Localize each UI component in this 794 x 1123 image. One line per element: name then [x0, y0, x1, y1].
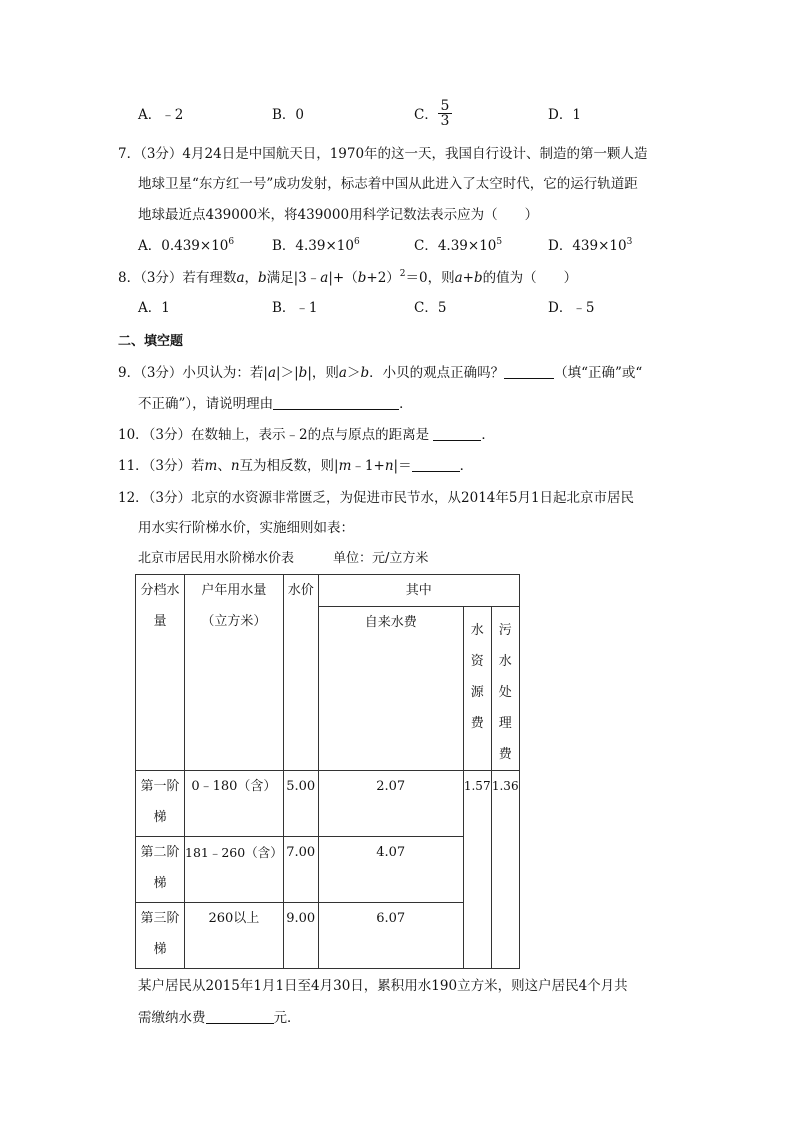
q7-b-exp: 6 — [353, 237, 360, 247]
q12-followup-line1: 某户居民从2015年1月1日至4月30日，累积用水190立方米，则这户居民4个月共 — [138, 978, 628, 994]
row2-tier — [136, 837, 185, 903]
row3-price: 9.00 — [283, 903, 318, 969]
q6-option-d: D．1 — [548, 107, 581, 123]
q7-b-text: B．4.39×10 — [272, 238, 354, 254]
q10-end: ． — [481, 427, 495, 443]
q7-d-text: D．439×10 — [548, 238, 627, 254]
q10-line — [118, 425, 495, 445]
q9-line2a: 不正确”），请说明理由 — [138, 396, 274, 412]
q8-option-c: C．5 — [414, 300, 447, 316]
row1-tap-fee: 2.07 — [318, 771, 463, 837]
row3-tier — [136, 903, 185, 969]
q7-option-c — [414, 236, 502, 256]
q8-mid: 满足|3﹣ — [266, 270, 321, 286]
q12-answer-blank[interactable] — [206, 1009, 274, 1024]
q11-end: ． — [459, 458, 474, 474]
fraction-numerator: 5 — [438, 99, 452, 114]
table-caption: 北京市居民用水阶梯水价表 单位：元/立方米 — [138, 551, 429, 566]
row2-tap-fee: 4.07 — [318, 837, 463, 903]
q7-c-text: C．4.39×10 — [414, 238, 497, 254]
q8-prefix: 8．（3分）若有理数 — [118, 270, 237, 286]
row3-tier-text: 第三阶梯 — [140, 911, 180, 957]
q7-option-b — [272, 236, 360, 256]
q7-a-exp: 6 — [228, 237, 235, 247]
q8-suffix: 的值为（ ） — [482, 270, 578, 286]
q8-var-a: a — [236, 270, 245, 286]
sewage-fee-value: 1.36 — [491, 771, 519, 969]
q10-answer-blank[interactable] — [433, 426, 481, 441]
q9-var-a: a — [267, 365, 277, 381]
q9-var-b2: b — [360, 365, 370, 381]
q11-var-m2: m — [338, 458, 352, 474]
header-sewage-text: 污水处理费 — [498, 623, 512, 762]
q9-line1 — [118, 363, 642, 383]
q8-sep: ， — [244, 270, 258, 286]
q12-followup-line2 — [138, 1008, 301, 1028]
resource-fee-value: 1.57 — [463, 771, 491, 969]
q6-option-a: A．﹣2 — [138, 107, 184, 123]
header-tap-fee: 自来水费 — [318, 607, 463, 771]
q11-var-n2: n — [384, 458, 394, 474]
q11-p4: ﹣1+ — [351, 458, 385, 474]
header-among: 其中 — [318, 575, 519, 607]
header-tier-text: 分档水量 — [140, 583, 180, 629]
q8-var-b: b — [258, 270, 267, 286]
row3-tap-fee: 6.07 — [318, 903, 463, 969]
q8-option-a: A．1 — [138, 300, 170, 316]
q9-line2 — [138, 394, 413, 414]
header-price: 水价 — [283, 575, 318, 771]
q6-option-c-prefix: C． — [414, 107, 438, 123]
q11-p1: 11．（3分）若 — [118, 458, 205, 474]
q7-option-a — [138, 236, 234, 256]
fraction-denominator: 3 — [440, 113, 450, 129]
q9-line2b: ． — [399, 396, 413, 412]
row1-price: 5.00 — [283, 771, 318, 837]
q11-p3: 互为相反数，则| — [239, 458, 339, 474]
row2-tier-text: 第二阶梯 — [140, 845, 180, 891]
q6-option-b: B．0 — [272, 107, 305, 123]
q8-mid3: +2） — [366, 270, 400, 286]
q8-option-d: D．﹣5 — [548, 300, 595, 316]
q9-var-b: b — [298, 365, 308, 381]
q7-line2: 地球卫星“东方红一号”成功发射，标志着中国从此进入了太空时代，它的运行轨道距 — [138, 176, 638, 192]
q7-option-d — [548, 236, 632, 256]
q7-line3: 地球最近点439000米，将439000用科学记数法表示应为（ ） — [138, 207, 539, 223]
row1-usage: 0﹣180（含） — [185, 771, 284, 837]
header-resource-fee — [463, 607, 491, 771]
q11-p2: 、 — [217, 458, 231, 474]
q9-p5: ．小贝的观点正确吗？ — [369, 365, 505, 381]
q11-line — [118, 456, 473, 476]
q6-option-c-fraction — [438, 99, 452, 128]
q8-mid2: |+（ — [328, 270, 358, 286]
q11-answer-blank[interactable] — [412, 457, 460, 472]
q10-text: 10．（3分）在数轴上，表示﹣2的点与原点的距离是 — [118, 427, 430, 443]
row3-usage: 260以上 — [185, 903, 284, 969]
q9-p3: |，则 — [307, 365, 339, 381]
row1-tier — [136, 771, 185, 837]
section-title: 二、填空题 — [118, 334, 184, 349]
q8-mid4: ＝0，则 — [405, 270, 455, 286]
row2-price: 7.00 — [283, 837, 318, 903]
q8-expr: a+b — [454, 270, 483, 286]
q11-var-m: m — [204, 458, 218, 474]
header-usage — [185, 575, 284, 771]
q9-p2: |＞| — [276, 365, 299, 381]
q9-answer-blank-2[interactable] — [273, 395, 399, 410]
q11-p5: |＝ — [393, 458, 412, 474]
q8-option-b: B．﹣1 — [272, 300, 318, 316]
q7-a-text: A．0.439×10 — [138, 238, 229, 254]
q9-answer-blank-1[interactable] — [504, 364, 554, 379]
q9-p1: 9．（3分）小贝认为：若| — [118, 365, 268, 381]
row2-usage: 181﹣260（含） — [185, 837, 284, 903]
header-usage-text: 户年用水量（立方米） — [201, 583, 267, 629]
q7-c-exp: 5 — [496, 237, 503, 247]
header-resource-text: 水资源费 — [470, 623, 484, 731]
q7-line1: 7．（3分）4月24日是中国航天日，1970年的这一天，我国自行设计、制造的第一颗人造 — [118, 146, 648, 162]
q12-follow2a: 需缴纳水费 — [138, 1010, 206, 1026]
row1-tier-text: 第一阶梯 — [140, 779, 180, 825]
q8-stem — [118, 268, 577, 288]
q8-exp: 2 — [399, 269, 406, 279]
q12-line1: 12．（3分）北京的水资源非常匮乏，为促进市民节水，从2014年5月1日起北京市居民 — [118, 490, 635, 506]
q11-var-n: n — [230, 458, 240, 474]
header-sewage-fee — [491, 607, 519, 771]
q9-p4: ＞ — [346, 365, 361, 381]
q9-p6: （填“正确”或“ — [554, 365, 643, 381]
q8-var-b2: b — [357, 270, 367, 286]
header-tier — [136, 575, 185, 771]
q8-var-a2: a — [320, 270, 329, 286]
q12-line2: 用水实行阶梯水价，实施细则如表： — [138, 520, 354, 536]
water-price-table — [135, 574, 520, 969]
q7-d-exp: 3 — [626, 237, 633, 247]
q12-follow2b: 元． — [273, 1010, 301, 1026]
q9-var-a2: a — [338, 365, 347, 381]
